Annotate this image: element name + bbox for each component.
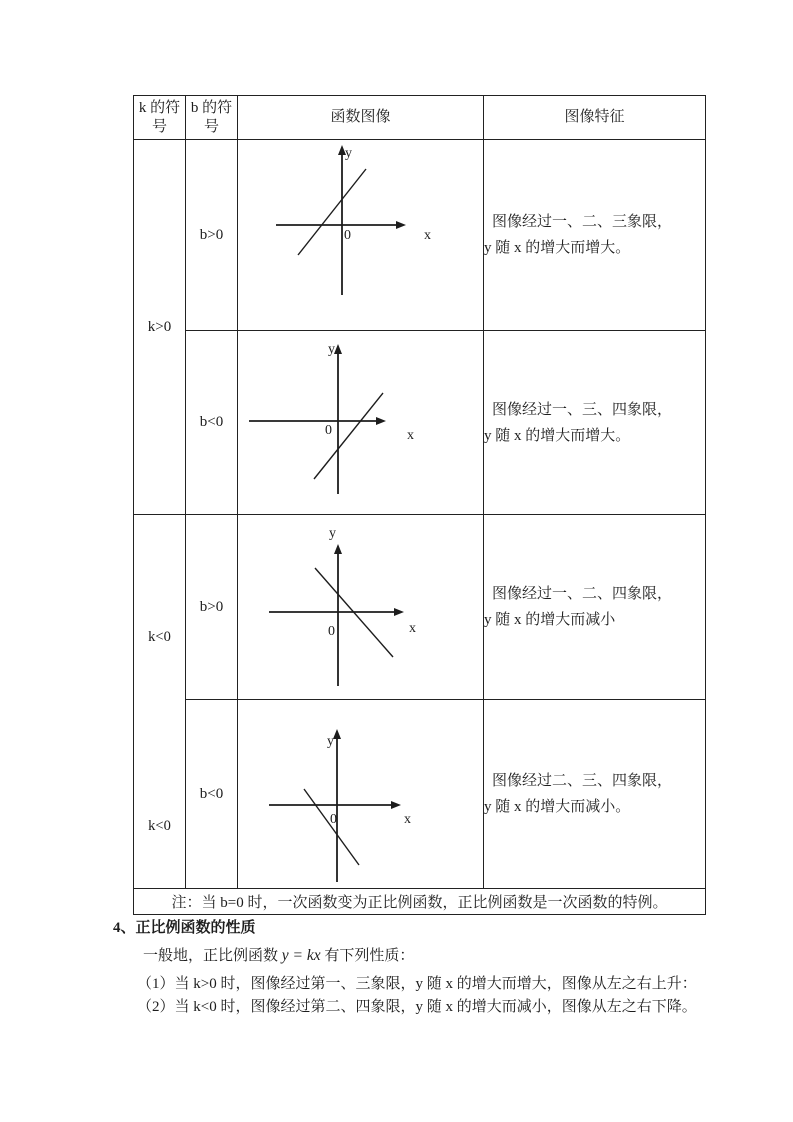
section-intro [143,944,414,965]
x-axis-arrow-icon [391,801,401,809]
k-negative-label-top: k<0 [148,629,171,645]
origin-label: 0 [325,423,332,438]
graph-cell-k-neg-b-neg [238,700,484,889]
feature-text-line1: 图像经过一、三、四象限， [492,401,673,418]
graph-k-pos-b-pos [238,140,482,330]
k-positive-cell: k>0 [134,140,186,515]
table-note: 注：当 b=0 时，一次函数变为正比例函数，正比例函数是一次函数的特例。 [134,889,706,915]
b-sign-cell: b>0 [186,140,238,331]
x-axis-label: x [407,428,414,443]
k-negative-labels [134,515,185,888]
table-row [134,515,706,700]
section-heading: 4、正比例函数的性质 [113,920,256,936]
y-axis-arrow-icon [333,729,341,739]
y-axis-arrow-icon [334,344,342,354]
origin-label: 0 [330,812,337,828]
y-axis-label: y [327,734,334,750]
feature-text-line1: 图像经过二、三、四象限， [492,773,673,790]
header-k-sign: k 的符号 [134,96,186,140]
b-sign-cell: b<0 [186,700,238,889]
feature-text-line1: 图像经过一、二、三象限， [492,214,673,230]
x-axis-arrow-icon [394,608,404,616]
function-line [298,169,366,255]
x-axis-arrow-icon [396,221,406,229]
header-b-sign: b 的符号 [186,96,238,140]
feature-cell [484,700,706,889]
feature-cell [484,140,706,331]
b-sign-cell: b>0 [186,515,238,700]
b-sign-cell: b<0 [186,331,238,515]
feature-text-line2: y 随 x 的增大而减小 [484,612,616,629]
graph-cell-k-neg-b-pos [238,515,484,700]
x-axis-label: x [424,228,431,243]
origin-label: 0 [344,228,351,243]
property-item-1: （1）当 k>0 时，图像经过第一、三象限，y 随 x 的增大而增大，图像从左之右上升： [137,976,697,992]
y-axis-arrow-icon [334,544,342,554]
feature-text-line2: y 随 x 的增大而减小。 [484,799,631,816]
y-axis-label: y [329,526,336,541]
table-header-row [134,96,706,140]
graph-k-neg-b-neg [238,700,482,886]
x-axis-label: x [404,812,411,828]
graph-cell-k-pos-b-pos [238,140,484,331]
y-axis-label: y [345,146,352,161]
graph-k-pos-b-neg [238,331,482,514]
function-line [304,789,359,865]
feature-cell [484,331,706,515]
graph-k-neg-b-pos [238,515,482,698]
feature-text-line2: y 随 x 的增大而增大。 [484,427,631,444]
intro-suffix: 有下列性质： [320,948,415,964]
table-row [134,700,706,889]
graph-cell-k-pos-b-neg [238,331,484,515]
x-axis-label: x [409,621,416,636]
property-item-2: （2）当 k<0 时，图像经过第二、四象限，y 随 x 的增大而减小，图像从左之右下降。 [137,999,697,1015]
header-graph: 函数图像 [238,96,484,140]
k-negative-label-bottom: k<0 [148,818,171,834]
table-note-row [134,889,706,915]
feature-cell [484,515,706,700]
origin-label: 0 [328,624,335,639]
intro-formula: y = kx [281,947,321,964]
feature-text-line1: 图像经过一、二、四象限， [492,586,673,603]
k-negative-cell [134,515,186,889]
intro-prefix: 一般地，正比例函数 [143,948,282,964]
header-features: 图像特征 [484,96,706,140]
feature-text-line2: y 随 x 的增大而增大。 [484,240,631,256]
table-row [134,140,706,331]
x-axis-arrow-icon [376,417,386,425]
table-row [134,331,706,515]
function-table [133,95,706,915]
y-axis-label: y [328,342,335,357]
